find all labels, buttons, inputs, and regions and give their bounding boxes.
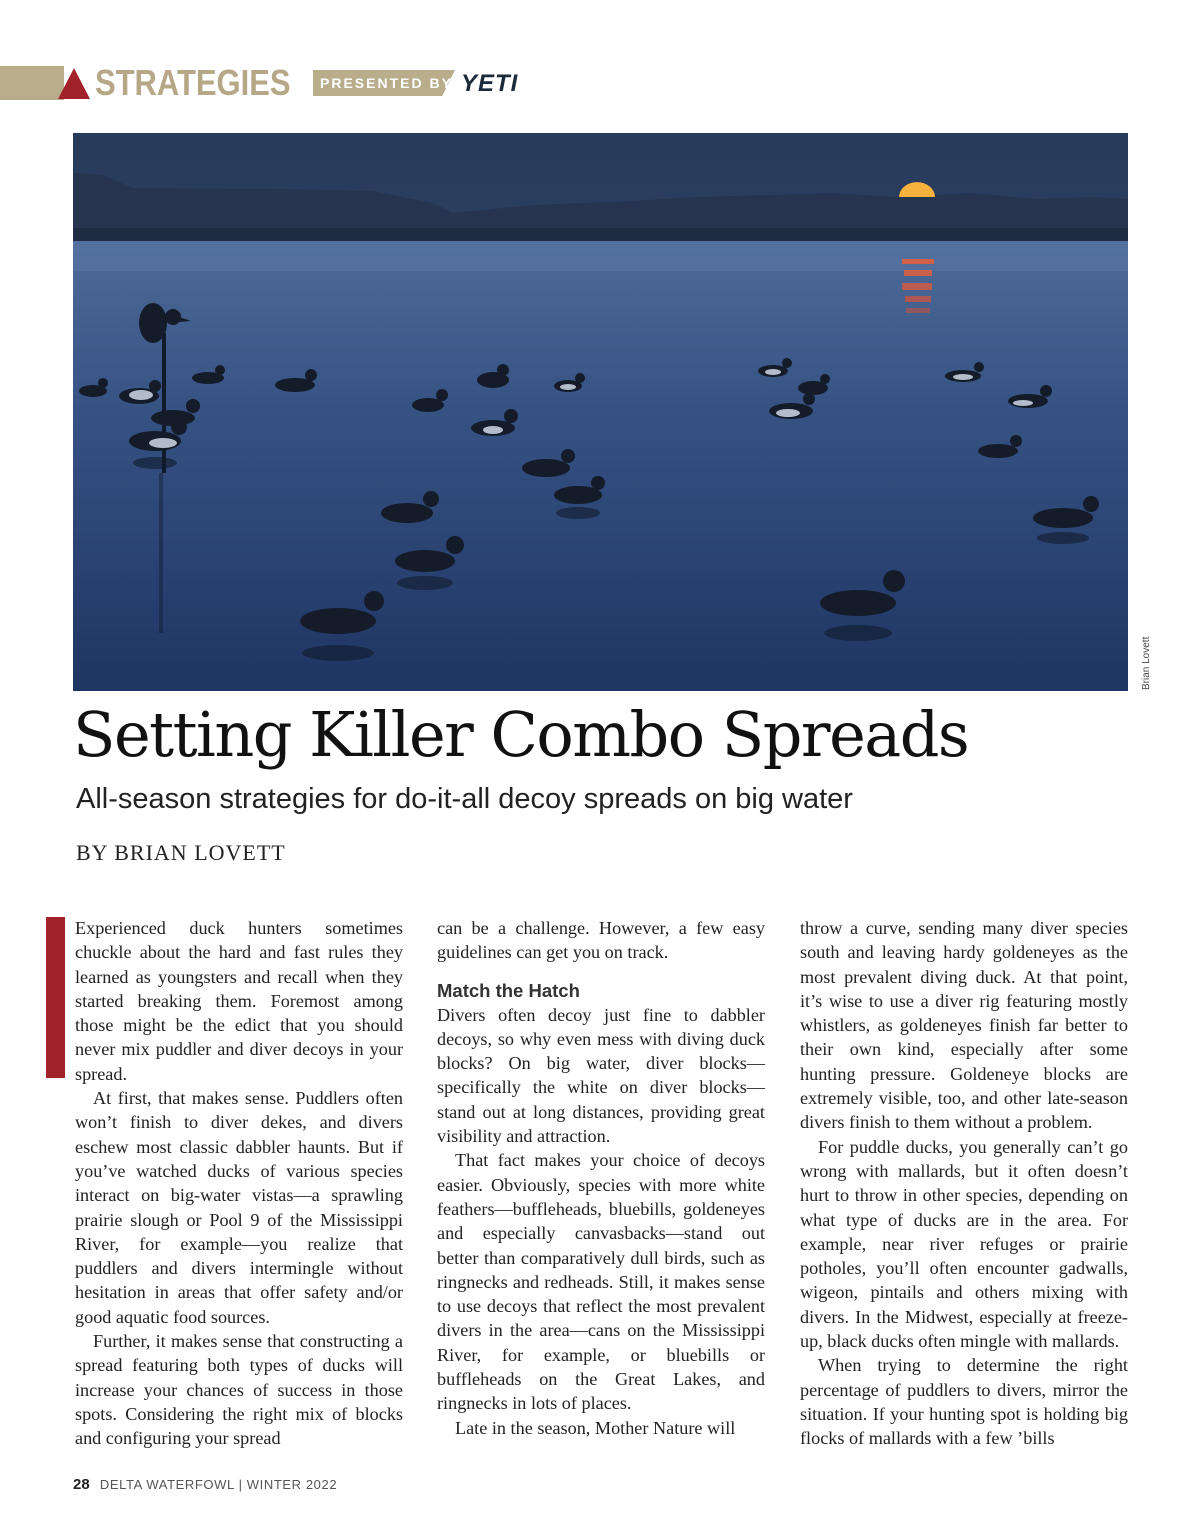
sponsor-logo: YETI <box>461 70 519 97</box>
footer-separator: | <box>238 1477 243 1492</box>
body-column-3 <box>800 916 1128 1451</box>
presented-by-label: PRESENTED BY <box>320 75 453 91</box>
paragraph: For puddle ducks, you generally can’t go wrong with mallards, but it often doesn’t hurt to throw in other species, depending on what type of ducks are in the area. For example, near river refuges or prairie potholes, you’ll often encounter gadwalls, wigeon, pintails and others mixing with divers. In the Midwest, especially at freeze-up, black ducks often mingle with mallards. <box>800 1136 1128 1352</box>
paragraph: throw a curve, sending many diver species south and leaving hardy goldeneyes as the most prevalent diving duck. At that point, it’s wise to use a diver rig featuring mostly whistlers, as goldeneyes finish far better to their own kind, especially after some hunting pressure. Goldeneye blocks are extremely visible, too, and other late-season divers finish to them without a problem. <box>800 918 1128 1133</box>
photo-credit: Brian Lovett <box>1141 636 1152 690</box>
accent-bar <box>46 917 65 1078</box>
page-number: 28 <box>73 1476 90 1493</box>
lead-photo <box>73 133 1128 691</box>
body-column-2 <box>437 916 765 1440</box>
paragraph: When trying to determine the right percentage of puddlers to divers, mirror the situation. If your hunting spot is holding big flocks of mallards with a few ’bills <box>800 1355 1128 1449</box>
body-column-1 <box>75 916 403 1451</box>
section-title: STRATEGIES <box>95 62 291 103</box>
paragraph: Divers often decoy just fine to dabbler decoys, so why even mess with diving duck blocks? On big water, diver blocks—specifically the white on diver blocks—stand out at long distances, providing great visibility and attraction. <box>437 1004 765 1147</box>
publication-name: DELTA WATERFOWL <box>99 1477 235 1492</box>
paragraph: Further, it makes sense that constructing a spread featuring both types of ducks will increase your chances of success in those spots. Considering the right mix of blocks and configuring your spread <box>75 1331 403 1449</box>
article-subtitle: All-season strategies for do-it-all decoy spreads on big water <box>76 783 853 815</box>
section-subhead: Match the Hatch <box>437 979 580 1001</box>
paragraph: That fact makes your choice of decoys easier. Obviously, species with more white feathers—buffleheads, bluebills, goldeneyes and especially canvasbacks—stand out better than comparatively dull birds, such as ringnecks and redheads. Still, it makes sense to use decoys that reflect the most prevalent divers in the area—cans on the Mississippi River, for example, or bluebills or buffleheads on the Great Lakes, and ringnecks in lots of places. <box>437 1150 765 1414</box>
decoy-lake-sunset-photo-icon <box>73 133 1128 691</box>
issue-date: WINTER 2022 <box>246 1477 338 1492</box>
article-title: Setting Killer Combo Spreads <box>73 698 969 771</box>
byline: BY BRIAN LOVETT <box>76 840 286 865</box>
triangle-logo-icon <box>57 66 91 100</box>
paragraph: can be a challenge. However, a few easy guidelines can get you on track. <box>437 918 765 963</box>
paragraph: At first, that makes sense. Puddlers often won’t finish to diver dekes, and divers eschew most classic dabbler haunts. But if you’ve watched ducks of various species interact on big-water vistas—a sprawling prairie slough or Pool 9 of the Mississippi River, for example—you realize that puddlers and divers intermingle without hesitation in areas that offer safety and/or good aquatic food sources. <box>75 1088 403 1327</box>
paragraph: Late in the season, Mother Nature will <box>455 1417 736 1438</box>
page-footer <box>73 1476 337 1493</box>
header-band <box>0 66 64 100</box>
paragraph: Experienced duck hunters sometimes chuckle about the hard and fast rules they learned as youngsters and recall when they started breaking them. Foremost among those might be the edict that you should never mix puddler and diver decoys in your spread. <box>75 918 403 1084</box>
